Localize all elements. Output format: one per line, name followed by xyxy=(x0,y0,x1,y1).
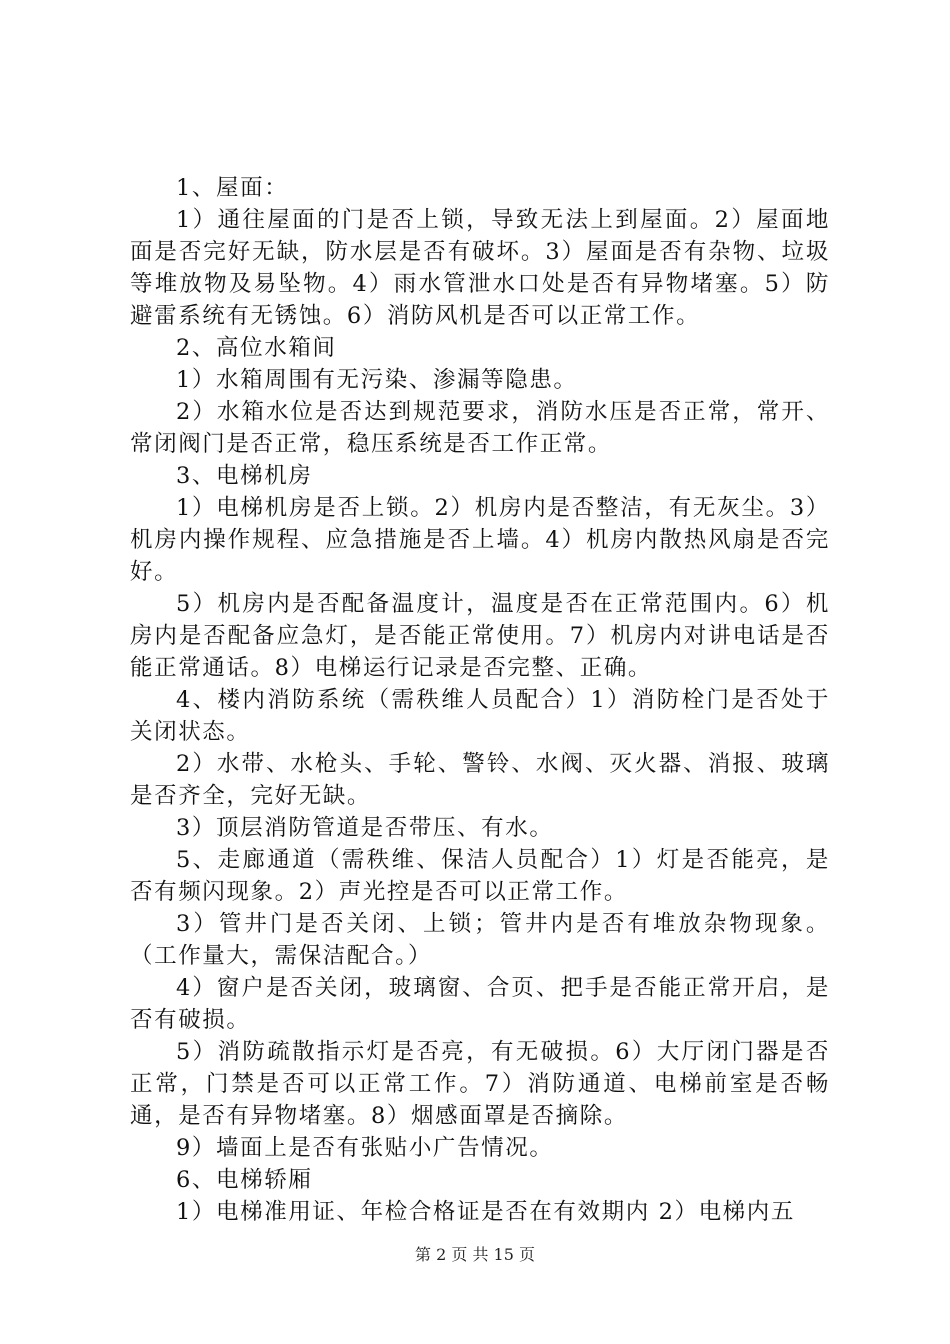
paragraph-corridor-9: 9）墙面上是否有张贴小广告情况。 xyxy=(176,1135,554,1161)
document-body xyxy=(130,172,830,1228)
paragraph-roof-checks: 1）通往屋面的门是否上锁，导致无法上到屋面。2）屋面地面是否完好无缺，防水层是否有破坏。3）屋面是否有杂物、垃圾等堆放物及易坠物。4）雨水管泄水口处是否有异物堵塞。5）防避雷系统有无锈蚀。6）消防风机是否可以正常工作。 xyxy=(130,207,830,329)
heading-elevator-machine-room: 3、电梯机房 xyxy=(176,463,313,489)
paragraph-water-tank-1: 1）水箱周围有无污染、渗漏等隐患。 xyxy=(176,367,578,393)
paragraph-fire-system-2: 2）水带、水枪头、手轮、警铃、水阀、灭火器、消报、玻璃是否齐全，完好无缺。 xyxy=(130,751,830,809)
paragraph-corridor-3: 3）管井门是否关闭、上锁；管井内是否有堆放杂物现象。（工作量大，需保洁配合。） xyxy=(130,911,830,969)
heading-fire-system: 4、楼内消防系统（需秩维人员配合）1）消防栓门是否处于关闭状态。 xyxy=(130,687,830,745)
paragraph-water-tank-2: 2）水箱水位是否达到规范要求，消防水压是否正常，常开、常闭阀门是否正常，稳压系统是否工作正常。 xyxy=(130,399,830,457)
heading-water-tank-room: 2、高位水箱间 xyxy=(176,335,337,361)
page-number-footer: 第 2 页 共 15 页 xyxy=(415,1245,535,1264)
paragraph-machine-room-1: 1）电梯机房是否上锁。2）机房内是否整洁，有无灰尘。3）机房内操作规程、应急措施是否上墙。4）机房内散热风扇是否完好。 xyxy=(130,495,830,585)
paragraph-machine-room-2: 5）机房内是否配备温度计，温度是否在正常范围内。6）机房内是否配备应急灯，是否能正常使用。7）机房内对讲电话是否能正常通话。8）电梯运行记录是否完整、正确。 xyxy=(130,591,830,681)
paragraph-corridor-5-8: 5）消防疏散指示灯是否亮，有无破损。6）大厅闭门器是否正常，门禁是否可以正常工作。7）消防通道、电梯前室是否畅通，是否有异物堵塞。8）烟感面罩是否摘除。 xyxy=(130,1039,830,1129)
paragraph-fire-system-3: 3）顶层消防管道是否带压、有水。 xyxy=(176,815,554,841)
paragraph-elevator-car-1: 1）电梯准用证、年检合格证是否在有效期内 2）电梯内五 xyxy=(176,1199,795,1225)
heading-roof: 1、屋面： xyxy=(176,175,289,201)
paragraph-corridor-4: 4）窗户是否关闭，玻璃窗、合页、把手是否能正常开启，是否有破损。 xyxy=(130,975,830,1033)
heading-corridor: 5、走廊通道（需秩维、保洁人员配合）1）灯是否能亮，是否有频闪现象。2）声光控是否可以正常工作。 xyxy=(130,847,830,905)
heading-elevator-car: 6、电梯轿厢 xyxy=(176,1167,313,1193)
